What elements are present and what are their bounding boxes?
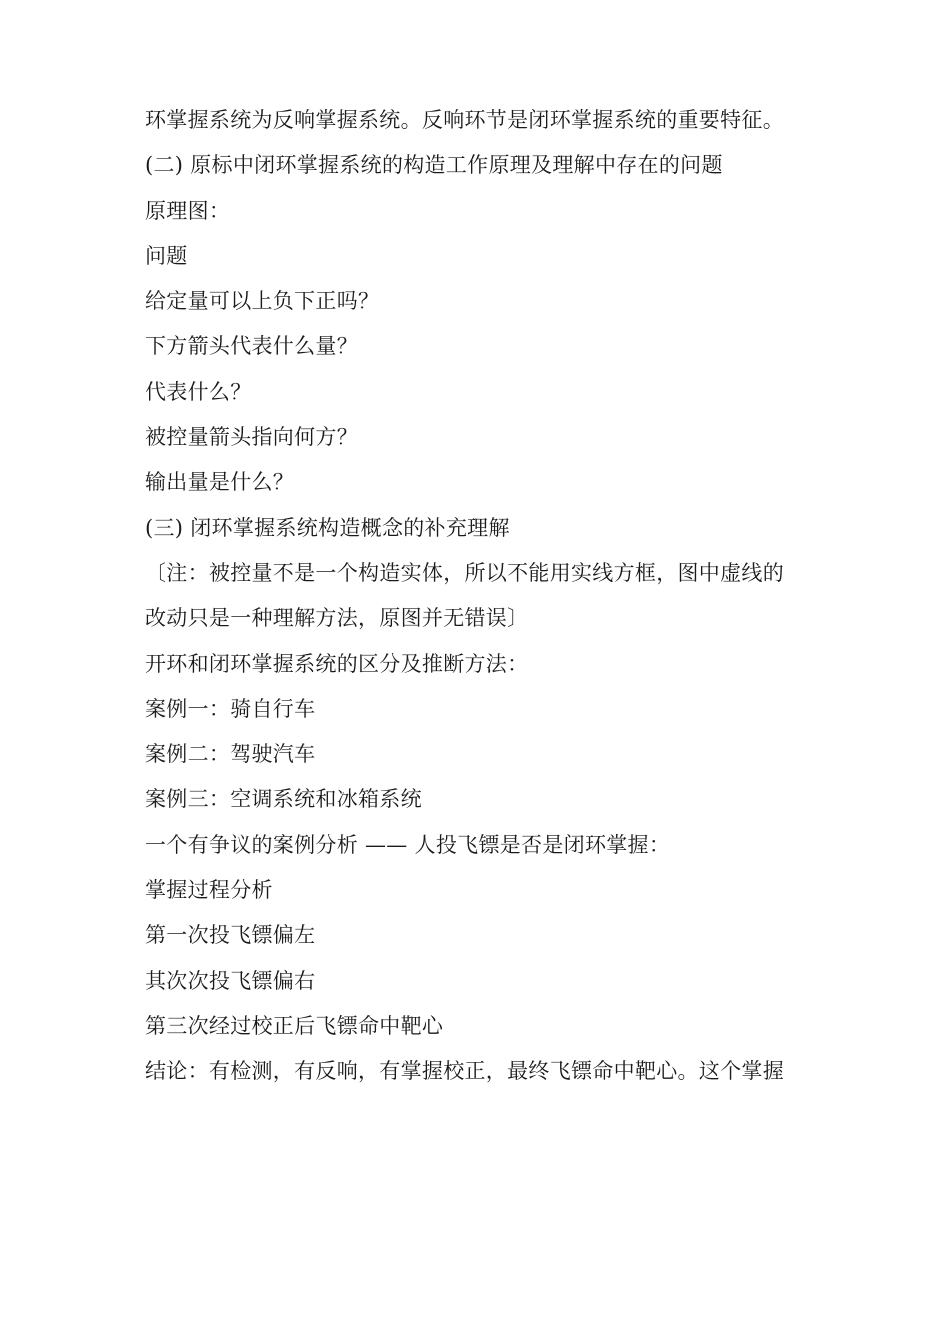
text-line: 问题 (145, 243, 188, 268)
text-line: 一个有争议的案例分析 —— 人投飞镖是否是闭环掌握： (145, 832, 671, 857)
text-line: 案例三：空调系统和冰箱系统 (145, 787, 422, 812)
text-line: 第三次经过校正后飞镖命中靶心 (145, 1013, 444, 1038)
text-line: 结论：有检测，有反响，有掌握校正，最终飞镖命中靶心。这个掌握 (145, 1059, 784, 1084)
section-heading: (二) 原标中闭环掌握系统的构造工作原理及理解中存在的问题 (145, 153, 723, 178)
text-line: 给定量可以上负下正吗？ (145, 289, 380, 314)
text-line: 〔注：被控量不是一个构造实体，所以不能用实线方框，图中虚线的 (145, 560, 784, 585)
text-line: 代表什么？ (145, 379, 252, 404)
text-line: 第一次投飞镖偏左 (145, 923, 316, 948)
text-line: 输出量是什么？ (145, 470, 295, 495)
text-line: 其次次投飞镖偏右 (145, 968, 316, 993)
text-line: 案例二：驾驶汽车 (145, 742, 316, 767)
text-body (145, 98, 825, 1095)
text-line: 改动只是一种理解方法，原图并无错误〕 (145, 606, 529, 631)
text-line: 原理图： (145, 198, 231, 223)
text-line: 开环和闭环掌握系统的区分及推断方法： (145, 651, 529, 676)
text-line: 被控量箭头指向何方？ (145, 425, 358, 450)
text-line: 掌握过程分析 (145, 878, 273, 903)
text-line: 下方箭头代表什么量？ (145, 334, 358, 359)
section-heading: (三) 闭环掌握系统构造概念的补充理解 (145, 515, 510, 540)
text-line: 环掌握系统为反响掌握系统。反响环节是闭环掌握系统的重要特征。 (145, 108, 784, 132)
text-line: 案例一：骑自行车 (145, 696, 316, 721)
